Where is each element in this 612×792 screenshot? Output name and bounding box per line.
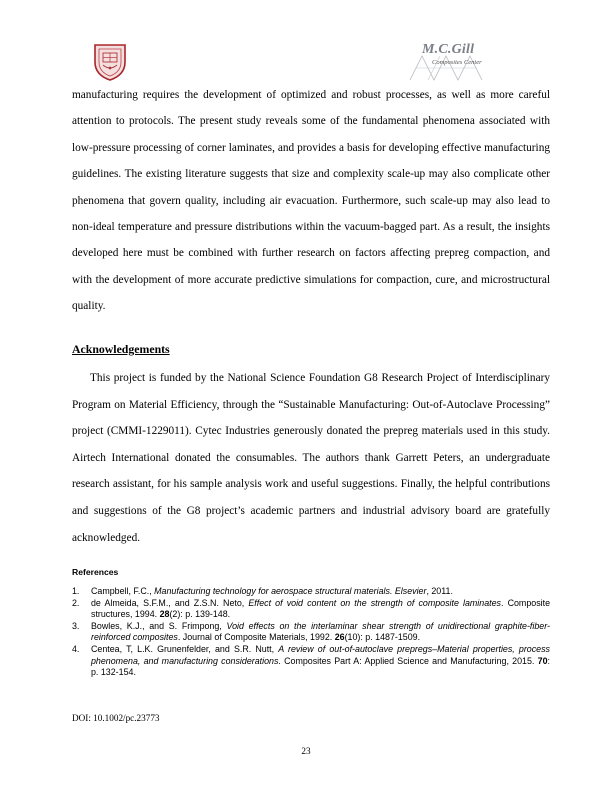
reference-volume: 28 (159, 609, 170, 620)
reference-number: 3. (72, 620, 80, 631)
reference-title: Manufacturing technology for aerospace structural materials. Elsevier (154, 586, 427, 596)
reference-number: 1. (72, 586, 80, 596)
reference-item (72, 621, 550, 644)
reference-item (72, 644, 550, 679)
reference-tail: , 2011. (426, 586, 453, 596)
mcgill-composites-center-logo (408, 40, 484, 84)
page-header (0, 0, 612, 90)
body-paragraph-conclusion: manufacturing requires the development of optimized and robust processes, as well as more careful attention to protocols. The present study reveals some of the fundamental phenomena associated with low-pressure processing of corner laminates, and provides a basis for developing effective manufacturing guidelines. The existing literature suggests that size and complexity scale-up may also complicate other phenomena that govern quality, including air evacuation. Furthermore, such scale-up may also lead to non-ideal temperature and pressure distributions within the vacuum-bagged part. As a result, the insights developed here must be combined with further research on factors affecting prepreg compaction, and with the development of more accurate predictive simulations for compaction, cure, and microstructural quality. (72, 89, 550, 313)
logo-subtitle: Composites Center (432, 59, 482, 66)
reference-item (72, 598, 550, 621)
university-seal-logo (92, 42, 128, 82)
reference-tail: . Composite structures, 1994. (91, 597, 550, 620)
reference-pages: : p. 132-154. (91, 655, 550, 678)
acknowledgements-paragraph: This project is funded by the National Science Foundation G8 Research Project of Interdisciplinary Program on Material Efficiency, through the “Sustainable Manufacturing: Out-of-Autoclave Processing” project (CMMI-1229011). Cytec Industries generously donated the prepreg materials used in this study. Airtech International donated the consumables. The authors thank Garrett Peters, an undergraduate research assistant, for his sample analysis work and useful suggestions. Finally, the helpful contributions and suggestions of the G8 project’s academic partners and industrial advisory board are gratefully acknowledged. (72, 372, 550, 544)
reference-title: A review of out-of-autoclave prepregs–Material properties, process phenomena, and manufacturing considerations (91, 643, 550, 666)
reference-item (72, 586, 550, 598)
acknowledgements-heading: Acknowledgements (72, 342, 170, 356)
reference-tail: . Journal of Composite Materials, 1992. (177, 632, 335, 643)
reference-authors: Campbell, F.C., (91, 586, 155, 596)
reference-title: Void effects on the interlaminar shear strength of unidirectional graphite-fiber-reinforced composites (91, 620, 550, 643)
reference-authors: Bowles, K.J., and S. Frimpong, (91, 620, 227, 631)
logo-text: M.C.Gill (422, 42, 475, 57)
references-list (72, 586, 550, 679)
reference-title: Effect of void content on the strength of composite laminates (248, 597, 501, 608)
reference-authors: Centea, T, L.K. Grunenfelder, and S.R. Nutt, (91, 643, 279, 654)
reference-volume: 26 (334, 632, 345, 643)
reference-pages: (2): p. 139-148. (169, 609, 231, 620)
reference-pages: (10): p. 1487-1509. (344, 632, 421, 643)
reference-volume: 70 (537, 655, 548, 666)
references-heading: References (72, 567, 119, 577)
page-number: 23 (301, 746, 311, 756)
reference-number: 2. (72, 597, 80, 608)
reference-tail: . Composites Part A: Applied Science and Manufacturing, 2015. (278, 655, 538, 666)
reference-number: 4. (72, 643, 80, 654)
doi-footer: DOI: 10.1002/pc.23773 (72, 713, 160, 723)
reference-authors: de Almeida, S.F.M., and Z.S.N. Neto, (91, 597, 249, 608)
